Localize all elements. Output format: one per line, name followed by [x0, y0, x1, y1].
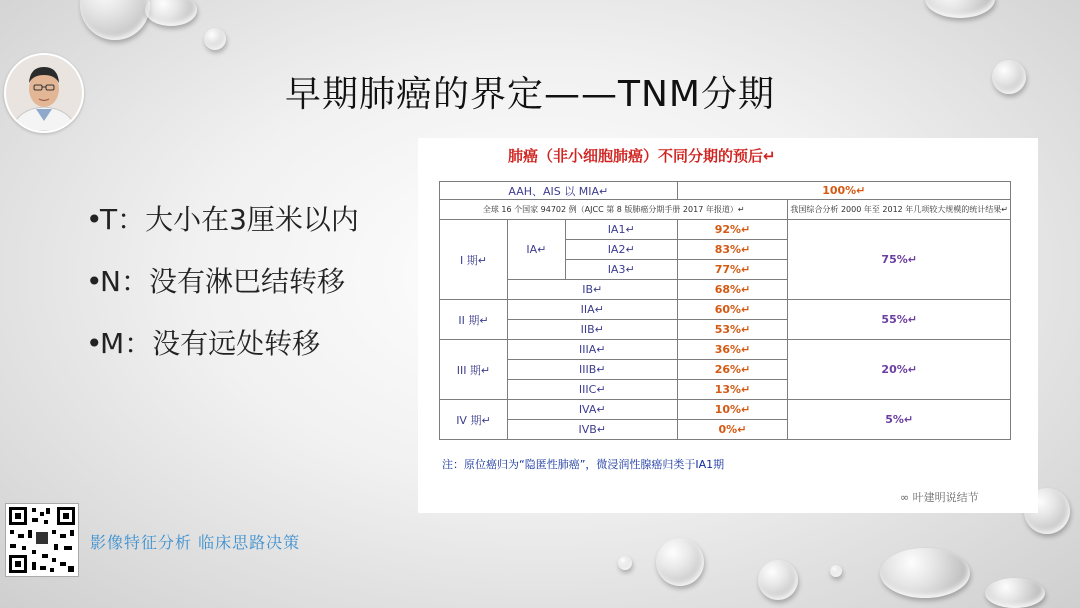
- table-row: [440, 340, 1011, 360]
- watermark: [900, 489, 979, 505]
- water-drop-decoration: [992, 60, 1026, 94]
- qr-code-icon: [5, 503, 79, 577]
- survival-value: 53%↵: [677, 320, 788, 340]
- page-title: 早期肺癌的界定——TNM分期: [285, 74, 775, 115]
- water-drop-decoration: [80, 0, 150, 40]
- survival-value: 36%↵: [677, 340, 788, 360]
- substage-label: IIIC↵: [507, 380, 677, 400]
- bullet-dot-icon: •: [86, 265, 103, 298]
- water-drop-decoration: [145, 0, 197, 26]
- bullet-text: M：没有远处转移: [100, 327, 321, 360]
- cn-survival-value: 75%↵: [788, 220, 1011, 300]
- bullet-item: [86, 322, 359, 384]
- cn-survival-value: 5%↵: [788, 400, 1011, 440]
- table-row: [440, 400, 1011, 420]
- aah-label: AAH、AIS 以 MIA↵: [440, 182, 678, 200]
- header-right: 我国综合分析 2000 年至 2012 年几项较大规模的统计结果↵: [788, 200, 1011, 220]
- water-drop-decoration: [985, 578, 1045, 608]
- survival-value: 10%↵: [677, 400, 788, 420]
- cn-survival-value: 20%↵: [788, 340, 1011, 400]
- substage-label: IA3↵: [565, 260, 677, 280]
- substage-label: IIIA↵: [507, 340, 677, 360]
- survival-value: 60%↵: [677, 300, 788, 320]
- presenter-photo: [6, 55, 82, 131]
- substage-label: IVA↵: [507, 400, 677, 420]
- slogan-text: 影像特征分析 临床思路决策: [90, 533, 301, 552]
- substage-label: IIA↵: [507, 300, 677, 320]
- avatar: [4, 53, 84, 133]
- survival-value: 68%↵: [677, 280, 788, 300]
- header-left: 全球 16 个国家 94702 例（AJCC 第 8 版肺癌分期手册 2017 年报道）↵: [440, 200, 788, 220]
- prognosis-table: [439, 181, 1011, 440]
- wechat-icon: ∞: [900, 491, 913, 504]
- water-drop-decoration: [204, 28, 226, 50]
- survival-value: 26%↵: [677, 360, 788, 380]
- survival-value: 13%↵: [677, 380, 788, 400]
- watermark-text: 叶建明说结节: [912, 491, 979, 504]
- bullet-dot-icon: •: [86, 327, 103, 360]
- stage-label: IV 期↵: [440, 400, 508, 440]
- water-drop-decoration: [880, 548, 970, 598]
- survival-value: 77%↵: [677, 260, 788, 280]
- bullet-text: T：大小在3厘米以内: [100, 203, 359, 236]
- water-drop-decoration: [758, 560, 798, 600]
- water-drop-decoration: [830, 565, 842, 577]
- bullet-list: [86, 198, 359, 384]
- table-title: 肺癌（非小细胞肺癌）不同分期的预后↵: [508, 147, 776, 165]
- table-row: [440, 300, 1011, 320]
- substage-label: IIIB↵: [507, 360, 677, 380]
- cn-survival-value: 55%↵: [788, 300, 1011, 340]
- bullet-item: [86, 260, 359, 322]
- water-drop-decoration: [925, 0, 995, 18]
- substage-label: IVB↵: [507, 420, 677, 440]
- survival-value: 0%↵: [677, 420, 788, 440]
- stage-label: III 期↵: [440, 340, 508, 400]
- table-note: 注：原位癌归为“隐匿性肺癌”，微浸润性腺癌归类于ⅠA1期: [442, 458, 725, 471]
- survival-value: 83%↵: [677, 240, 788, 260]
- substage-label: IIB↵: [507, 320, 677, 340]
- substage-label: IA1↵: [565, 220, 677, 240]
- aah-value: 100%↵: [677, 182, 1010, 200]
- stage-label: I 期↵: [440, 220, 508, 300]
- table-row: [440, 182, 1011, 200]
- bullet-text: N：没有淋巴结转移: [100, 265, 345, 298]
- table-row: [440, 220, 1011, 240]
- substage-label: IA2↵: [565, 240, 677, 260]
- substage-label: IB↵: [507, 280, 677, 300]
- qr-code-graphic: [6, 504, 78, 576]
- table-row: [440, 200, 1011, 220]
- stage-label: II 期↵: [440, 300, 508, 340]
- water-drop-decoration: [656, 538, 704, 586]
- substage-label: IA↵: [507, 220, 565, 280]
- bullet-item: [86, 198, 359, 260]
- prognosis-table-card: [418, 138, 1038, 513]
- bullet-dot-icon: •: [86, 203, 103, 236]
- survival-value: 92%↵: [677, 220, 788, 240]
- water-drop-decoration: [618, 556, 632, 570]
